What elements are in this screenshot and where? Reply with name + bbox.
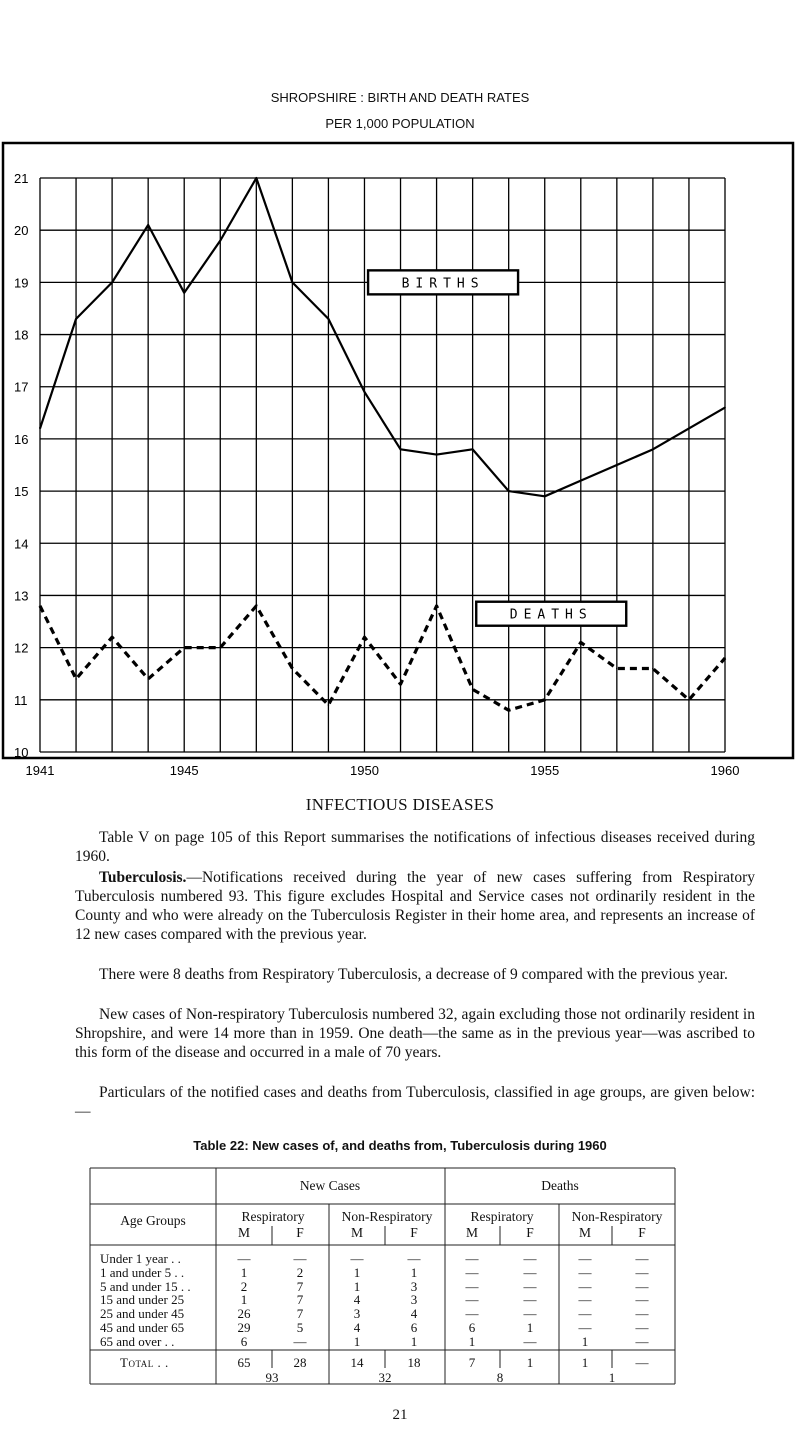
table-cell: — [578,1306,592,1322]
x-tick-label: 1955 [530,763,560,778]
table-cell: — [465,1292,479,1308]
table-cell: 29 [237,1320,251,1335]
data-point-deaths [292,668,294,670]
y-tick-label: 14 [14,536,29,552]
total-cell: 1 [526,1355,534,1370]
table-cell: 1 [526,1320,534,1335]
table-cell: 1 [240,1292,248,1308]
data-point-deaths [111,636,113,638]
header-respiratory: Respiratory [241,1209,305,1224]
header-non-respiratory: Non-Respiratory [341,1209,433,1224]
header-non-respiratory: Non-Respiratory [571,1209,663,1224]
series-line-births [40,178,725,496]
table-cell: — [635,1306,649,1322]
row-label: 15 and under 25 [100,1292,185,1308]
data-point-deaths [724,657,726,659]
data-point-deaths [256,605,258,607]
total-cell: 7 [468,1355,476,1370]
grand-total-new-nonresp: 32 [378,1370,392,1385]
table-cell: 7 [296,1292,304,1308]
row-label: 65 and over . . [100,1333,175,1349]
row-label: 45 and under 65 [100,1320,185,1335]
series-label-deaths: DEATHS [509,607,593,623]
table-cell: — [465,1278,479,1294]
table-cell: — [635,1320,649,1335]
section-title: INFECTIOUS DISEASES [305,795,495,814]
total-label: Total . . [120,1355,169,1370]
page-number: 21 [392,1407,408,1423]
data-point-births [472,449,474,451]
table-cell: — [578,1251,592,1266]
table-cell: — [465,1264,479,1280]
data-point-births [436,454,438,456]
table-title: Table 22: New cases of, and deaths from, Tuberculosis during 1960 [193,1138,607,1153]
data-point-births [688,428,690,430]
table-cell: — [635,1333,649,1349]
table-cell: 4 [410,1306,418,1322]
y-tick-label: 20 [14,223,29,239]
table-cell: 3 [353,1306,361,1322]
table-cell: 7 [296,1306,304,1322]
header-age-groups: Age Groups [120,1213,186,1228]
row-label: Under 1 year . . [100,1251,181,1266]
data-point-deaths [219,647,221,649]
table-cell: 3 [410,1278,418,1294]
table-cell: 1 [353,1278,361,1294]
header-deaths: Deaths [541,1178,579,1193]
table-cell: — [293,1333,307,1349]
total-cell: 1 [581,1355,589,1370]
row-label: 25 and under 45 [100,1306,185,1322]
data-point-births [183,292,185,294]
data-point-deaths [183,647,185,649]
header-f: F [638,1225,646,1240]
table-cell: — [635,1264,649,1280]
table-cell: — [635,1251,649,1266]
data-point-deaths [39,605,41,607]
header-m: M [465,1225,479,1240]
data-point-deaths [400,683,402,685]
table-cell: 2 [296,1264,304,1280]
y-tick-label: 12 [14,640,29,656]
table-cell: 6 [410,1320,418,1335]
paragraph-non-respiratory: New cases of Non-respiratory Tuberculosis numbered 32, again excluding those not ordinarily resident in Shropshire, and were 14 more than in 1959. One death—the same as in the previous year—was ascribed to this form of the disease and occurred in a male of 70 years. [75,1006,755,1061]
data-point-births [508,490,510,492]
data-point-deaths [147,678,149,680]
table-cell: — [523,1278,537,1294]
table-cell: 5 [296,1320,304,1335]
table-cell: 3 [410,1292,418,1308]
grand-total-deaths-resp: 8 [496,1370,504,1385]
table-cell: — [523,1333,537,1349]
header-m: M [237,1225,251,1240]
data-point-deaths [436,605,438,607]
table-cell: 4 [353,1292,361,1308]
total-cell: 65 [237,1355,251,1370]
table-cell: 1 [353,1333,361,1349]
header-f: F [296,1225,304,1240]
table-cell: 2 [240,1278,248,1294]
data-point-births [544,496,546,498]
chart-title: SHROPSHIRE : BIRTH AND DEATH RATES [270,90,530,105]
tuberculosis-lead: Tuberculosis. [99,869,187,886]
total-cell: — [635,1355,649,1370]
header-f: F [526,1225,534,1240]
data-point-deaths [544,699,546,701]
table-cell: — [465,1251,479,1266]
y-tick-label: 17 [14,379,29,395]
data-point-births [616,464,618,466]
birth-death-rate-chart [0,140,800,778]
data-point-births [580,480,582,482]
table-cell: — [407,1251,421,1266]
header-m: M [350,1225,364,1240]
grand-total-deaths-nonresp: 1 [608,1370,616,1385]
data-point-births [400,449,402,451]
table-cell: — [578,1320,592,1335]
table-cell: — [350,1251,364,1266]
table-cell: — [523,1306,537,1322]
data-point-births [724,407,726,409]
table-cell: — [578,1278,592,1294]
header-respiratory: Respiratory [470,1209,534,1224]
chart-frame [3,143,793,758]
y-tick-label: 16 [14,431,29,447]
data-point-deaths [616,668,618,670]
series-label-births: BIRTHS [401,276,485,292]
header-new-cases: New Cases [299,1178,361,1193]
table-cell: — [293,1251,307,1266]
total-cell: 28 [293,1355,307,1370]
data-point-births [364,391,366,393]
paragraph-table-v: Table V on page 105 of this Report summarises the notifications of infectious diseases received during 1960. [75,829,755,865]
table-cell: 4 [353,1320,361,1335]
table-cell: 1 [581,1333,589,1349]
data-point-deaths [508,709,510,711]
data-point-births [111,282,113,284]
y-tick-label: 19 [14,275,29,291]
table-cell: — [523,1264,537,1280]
table-cell: — [578,1264,592,1280]
header-m: M [578,1225,592,1240]
y-tick-label: 15 [14,484,29,500]
data-point-deaths [75,678,77,680]
tuberculosis-table [90,1168,680,1393]
table-cell: 6 [468,1320,476,1335]
total-cell: 14 [350,1355,364,1370]
chart-subtitle: PER 1,000 POPULATION [325,116,475,131]
header-f: F [410,1225,418,1240]
table-cell: — [465,1306,479,1322]
data-point-births [256,177,258,179]
x-tick-label: 1941 [25,763,55,778]
y-tick-label: 18 [14,327,29,343]
data-point-deaths [364,636,366,638]
y-tick-label: 13 [14,588,29,604]
y-tick-label: 11 [14,692,28,708]
table-cell: 1 [468,1333,476,1349]
data-point-births [328,318,330,320]
data-point-deaths [328,704,330,706]
x-tick-label: 1950 [350,763,379,778]
table-cell: 6 [240,1333,248,1349]
x-tick-label: 1960 [710,763,740,778]
paragraph-tuberculosis: Tuberculosis.—Notifications received during the year of new cases suffering from Respiratory Tuberculosis numbered 93. This figure excludes Hospital and Service cases not ordinarily resident in the County and who were already on the Tuberculosis Register in their home area, and represents an increase of 12 new cases compared with the previous year. [75,869,755,943]
table-cell: — [635,1278,649,1294]
data-point-births [75,318,77,320]
data-point-births [652,449,654,451]
data-point-births [219,240,221,242]
table-cell: — [237,1251,251,1266]
data-point-births [39,428,41,430]
data-point-deaths [580,642,582,644]
grand-total-new-resp: 93 [265,1370,279,1385]
data-point-births [147,224,149,226]
table-cell: 7 [296,1278,304,1294]
paragraph-particulars: Particulars of the notified cases and deaths from Tuberculosis, classified in age groups, are given below:— [75,1084,755,1120]
row-label: 1 and under 5 . . [100,1264,185,1280]
data-point-deaths [472,689,474,691]
y-tick-label: 21 [14,171,29,186]
paragraph-deaths: There were 8 deaths from Respiratory Tuberculosis, a decrease of 9 compared with the previous year. [99,966,728,983]
table-cell: — [523,1251,537,1266]
table-cell: 26 [237,1306,251,1322]
table-cell: 1 [410,1333,418,1349]
table-cell: — [578,1292,592,1308]
row-label: 5 and under 15 . . [100,1278,191,1294]
table-cell: — [523,1292,537,1308]
table-cell: — [635,1292,649,1308]
x-tick-label: 1945 [169,763,199,778]
data-point-deaths [688,699,690,701]
y-tick-label: 10 [14,745,29,760]
table-cell: 1 [410,1264,418,1280]
table-cell: 1 [240,1264,248,1280]
data-point-births [292,282,294,284]
data-point-deaths [652,668,654,670]
total-cell: 18 [407,1355,421,1370]
table-cell: 1 [353,1264,361,1280]
